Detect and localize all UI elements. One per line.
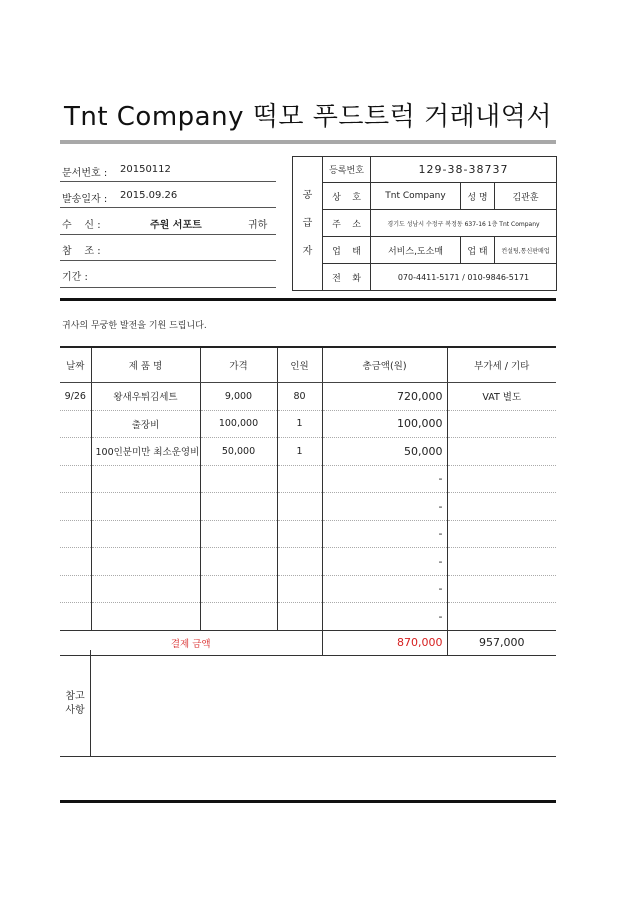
- cell-qty: 80: [277, 383, 322, 411]
- underline: [60, 181, 276, 182]
- total-amount: 870,000: [322, 630, 447, 655]
- title-divider: [60, 140, 556, 144]
- cell-date: [60, 493, 91, 521]
- cell-qty: [277, 548, 322, 576]
- recipient-label: 수 신 :: [62, 220, 101, 231]
- cell-price: 100,000: [200, 410, 277, 438]
- cell-total: -: [322, 603, 447, 631]
- col-header-total: 총금액(원): [322, 347, 447, 383]
- cell-price: [200, 548, 277, 576]
- cell-total: -: [322, 493, 447, 521]
- cell-date: [60, 520, 91, 548]
- phone-label: 전 화: [323, 264, 371, 291]
- cell-qty: [277, 603, 322, 631]
- cell-price: [200, 603, 277, 631]
- cell-qty: [277, 575, 322, 603]
- cell-price: 9,000: [200, 383, 277, 411]
- document-title: Tnt Company 떡모 푸드트럭 거래내역서: [63, 102, 553, 132]
- cell-vat: [447, 520, 556, 548]
- supplier-side-label: 공 급 자: [293, 157, 323, 291]
- company-name-label: 상 호: [323, 183, 371, 210]
- greeting-text: 귀사의 무궁한 발전을 기원 드립니다.: [62, 321, 207, 331]
- recipient-value: 주원 서포트: [150, 220, 202, 231]
- cell-vat: [447, 465, 556, 493]
- cell-qty: [277, 520, 322, 548]
- cell-vat: [447, 548, 556, 576]
- cell-product: [91, 465, 200, 493]
- underline: [60, 260, 276, 261]
- phone-value: 070-4411-5171 / 010-9846-5171: [371, 264, 557, 291]
- cell-vat: [447, 438, 556, 466]
- table-row: [60, 575, 556, 603]
- table-row: [60, 493, 556, 521]
- cell-vat: [447, 603, 556, 631]
- cell-product: [91, 520, 200, 548]
- rep-value: 김관훈: [495, 183, 557, 210]
- company-name-value: Tnt Company: [371, 183, 461, 210]
- doc-no-label: 문서번호 :: [62, 168, 108, 179]
- reg-no-label: 등록번호: [323, 157, 371, 183]
- total-label: 결제 금액: [60, 630, 322, 655]
- cell-price: [200, 575, 277, 603]
- cell-date: [60, 410, 91, 438]
- cell-price: [200, 493, 277, 521]
- table-row: [60, 548, 556, 576]
- business-label: 업 태: [323, 237, 371, 264]
- cell-date: [60, 548, 91, 576]
- section-divider: [60, 298, 556, 301]
- cell-vat: [447, 410, 556, 438]
- cell-date: [60, 465, 91, 493]
- cell-price: [200, 520, 277, 548]
- supplier-table: [292, 156, 557, 291]
- table-row: [60, 383, 556, 411]
- footer-divider: [60, 800, 556, 803]
- table-row: [60, 465, 556, 493]
- table-row: [60, 603, 556, 631]
- issue-date-value: 2015.09.26: [120, 190, 178, 201]
- cell-vat: [447, 575, 556, 603]
- cell-product: [91, 575, 200, 603]
- cell-total: -: [322, 465, 447, 493]
- reference-label: 참 조 :: [62, 246, 101, 257]
- cell-total: -: [322, 548, 447, 576]
- cell-product: [91, 548, 200, 576]
- notes-label: 참고 사항: [60, 650, 91, 757]
- reg-no-value: 129-38-38737: [371, 157, 557, 183]
- doc-no-value: 20150112: [120, 164, 171, 175]
- cell-qty: [277, 465, 322, 493]
- honorific: 귀하: [248, 220, 268, 231]
- rep-label: 성 명: [461, 183, 495, 210]
- cell-total: 50,000: [322, 438, 447, 466]
- table-header-row: [60, 347, 556, 383]
- cell-price: [200, 465, 277, 493]
- period-label: 기간 :: [62, 272, 88, 283]
- business-value: 서비스,도소매: [371, 237, 461, 264]
- underline: [60, 234, 276, 235]
- address-value: 경기도 성남시 수정구 복정동 637-16 1층 Tnt Company: [371, 210, 557, 237]
- underline: [60, 207, 276, 208]
- cell-qty: [277, 493, 322, 521]
- table-row: [60, 410, 556, 438]
- cell-product: [91, 603, 200, 631]
- col-header-qty: 인원: [277, 347, 322, 383]
- cell-total: -: [322, 575, 447, 603]
- table-row: [60, 520, 556, 548]
- cell-date: [60, 575, 91, 603]
- underline: [60, 287, 276, 288]
- issue-date-label: 발송일자 :: [62, 194, 108, 205]
- col-header-price: 가격: [200, 347, 277, 383]
- cell-qty: 1: [277, 438, 322, 466]
- col-header-vat: 부가세 / 기타: [447, 347, 556, 383]
- col-header-date: 날짜: [60, 347, 91, 383]
- notes-area: [60, 650, 556, 757]
- cell-price: 50,000: [200, 438, 277, 466]
- cell-vat: [447, 493, 556, 521]
- cell-total: 100,000: [322, 410, 447, 438]
- cell-qty: 1: [277, 410, 322, 438]
- cell-product: 출장비: [91, 410, 200, 438]
- cell-date: 9/26: [60, 383, 91, 411]
- col-header-product: 제 품 명: [91, 347, 200, 383]
- cell-date: [60, 603, 91, 631]
- business-type-value: 컨설팅,통신판매업: [495, 237, 557, 264]
- cell-total: -: [322, 520, 447, 548]
- total-with-vat: 957,000: [447, 630, 556, 655]
- table-row: [60, 438, 556, 466]
- cell-product: 왕새우튀김세트: [91, 383, 200, 411]
- items-table: [60, 346, 556, 656]
- cell-product: [91, 493, 200, 521]
- business-type-label: 업 태: [461, 237, 495, 264]
- cell-product: 100인분미만 최소운영비: [91, 438, 200, 466]
- cell-date: [60, 438, 91, 466]
- cell-total: 720,000: [322, 383, 447, 411]
- address-label: 주 소: [323, 210, 371, 237]
- cell-vat: VAT 별도: [447, 383, 556, 411]
